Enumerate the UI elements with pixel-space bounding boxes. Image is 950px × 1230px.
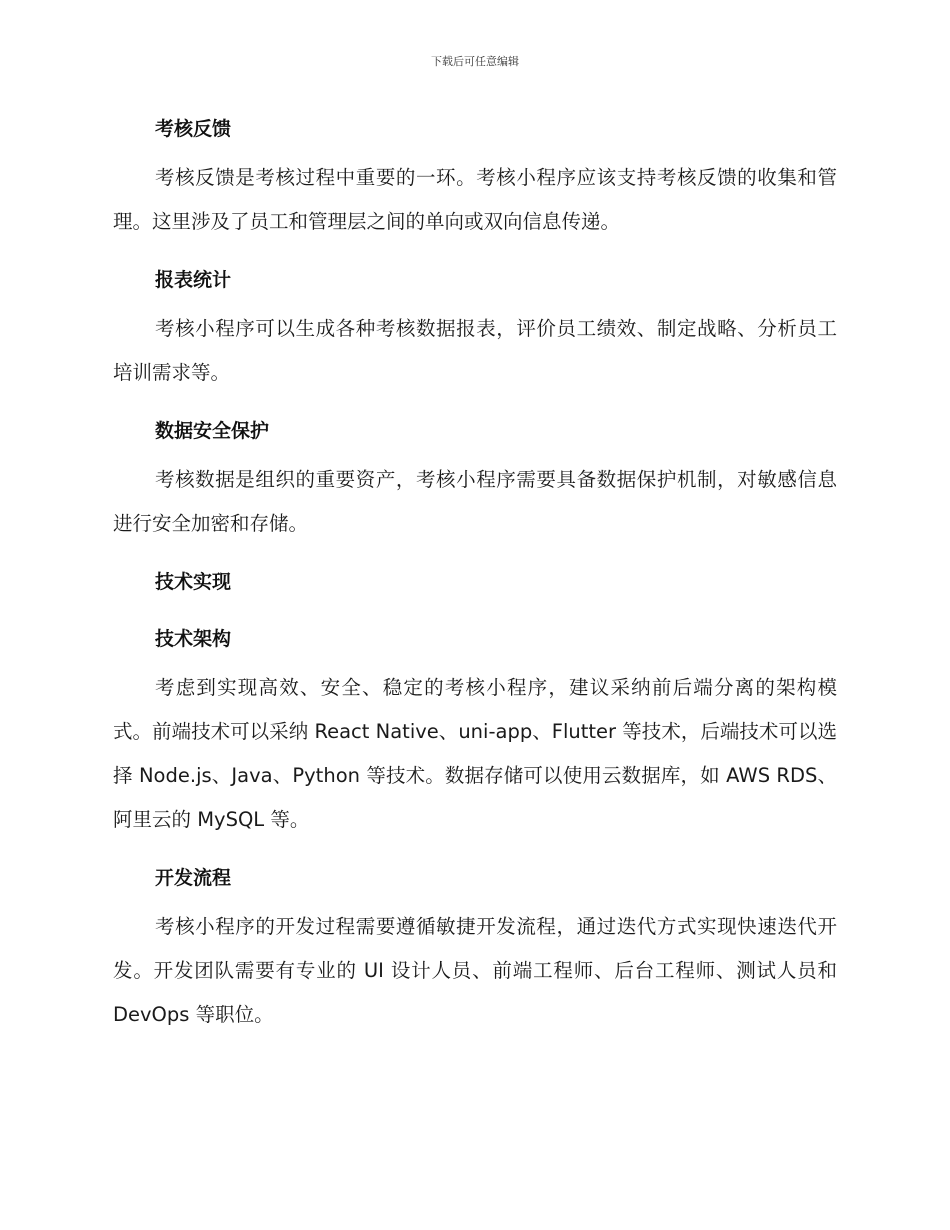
page-header: 下载后可任意编辑: [431, 55, 519, 68]
paragraph-reports: 考核小程序可以生成各种考核数据报表，评价员工绩效、制定战略、分析员工培训需求等。: [113, 317, 837, 384]
section-heading-tech-architecture: 技术架构: [155, 628, 232, 650]
paragraph-tech-architecture: 考虑到实现高效、安全、稳定的考核小程序，建议采纳前后端分离的架构模式。前端技术可以采纳 React Native、uni-app、Flutter 等技术，后端技术可以选择 Node.js、Java、Python 等技术。数据存储可以使用云数据库，如 AWS RDS、阿里云的 MySQL 等。: [113, 676, 837, 831]
section-heading-dev-process: 开发流程: [155, 867, 232, 889]
section-heading-feedback: 考核反馈: [155, 118, 232, 140]
section-heading-tech-implementation: 技术实现: [155, 571, 232, 593]
paragraph-data-security: 考核数据是组织的重要资产，考核小程序需要具备数据保护机制，对敏感信息进行安全加密和存储。: [113, 468, 837, 535]
section-heading-data-security: 数据安全保护: [155, 420, 270, 442]
paragraph-dev-process: 考核小程序的开发过程需要遵循敏捷开发流程，通过迭代方式实现快速迭代开发。开发团队需要有专业的 UI 设计人员、前端工程师、后台工程师、测试人员和 DevOps 等职位。: [113, 915, 837, 1026]
paragraph-feedback: 考核反馈是考核过程中重要的一环。考核小程序应该支持考核反馈的收集和管理。这里涉及了员工和管理层之间的单向或双向信息传递。: [113, 166, 837, 233]
document-body: [113, 108, 837, 1052]
section-heading-reports: 报表统计: [155, 269, 232, 291]
